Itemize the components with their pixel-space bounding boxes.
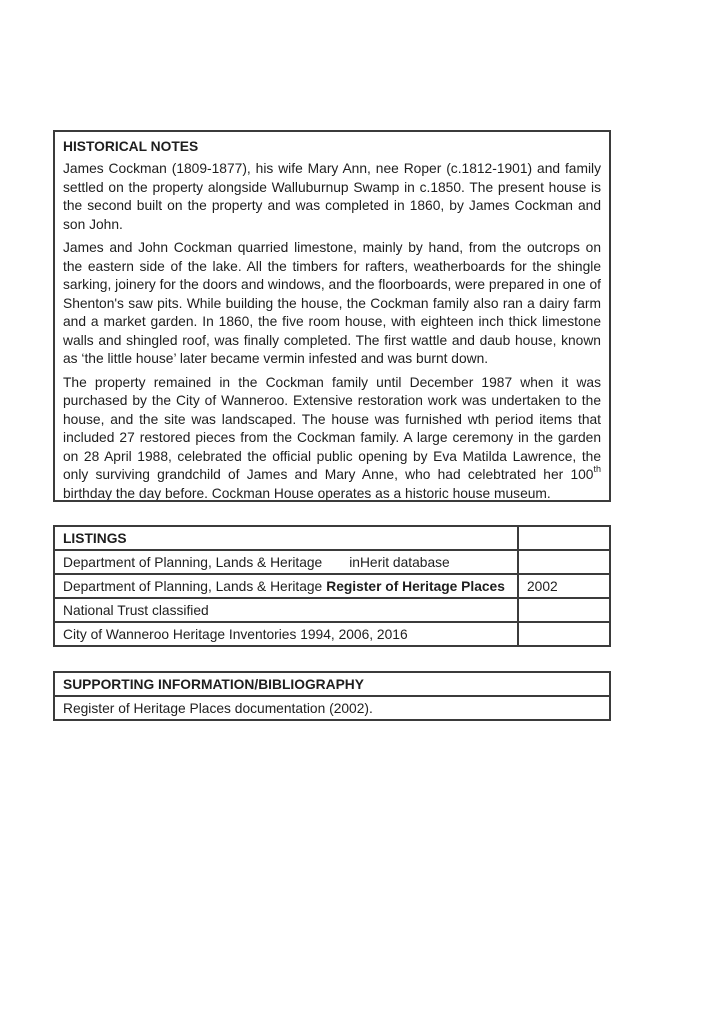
supporting-header-row <box>54 672 610 696</box>
listings-table <box>53 525 611 647</box>
listings-row-wanneroo-inventories <box>54 622 610 646</box>
supporting-content-row <box>54 696 610 720</box>
listings-header-row <box>54 526 610 550</box>
paragraph-3-text-end: birthday the day before. Cockman House operates as a historic house museum. <box>63 485 551 501</box>
listing-text-cell: City of Wanneroo Heritage Inventories 1994, 2006, 2016 <box>54 622 518 646</box>
listings-header-cell: LISTINGS <box>54 526 518 550</box>
supporting-information-table <box>53 671 611 721</box>
listing-org: Department of Planning, Lands & Heritage <box>63 578 323 594</box>
listing-year-cell: 2002 <box>518 574 610 598</box>
listing-text-cell <box>54 574 518 598</box>
historical-notes-section <box>53 130 611 502</box>
paragraph-3-text-start: The property remained in the Cockman family until December 1987 when it was purchased by the City of Wanneroo. Extensive restoration work was undertaken to the house, and the site was landscaped. The house was furnished wth period items that included 27 restored pieces from the Cockman family. A large ceremony in the garden on 28 April 1988, celebrated the official public opening by Eva Matilda Lawrence, the only surviving grandchild of James and Mary Anne, who had celebtrated her 100 <box>63 374 601 482</box>
supporting-reference-cell: Register of Heritage Places documentation (2002). <box>54 696 610 720</box>
historical-notes-paragraph-3 <box>63 374 601 503</box>
listings-row-inherit <box>54 550 610 574</box>
listing-org: Department of Planning, Lands & Heritage <box>63 554 323 570</box>
listings-row-national-trust <box>54 598 610 622</box>
historical-notes-title: HISTORICAL NOTES <box>63 139 199 154</box>
listings-row-register <box>54 574 610 598</box>
historical-notes-paragraph-1: James Cockman (1809-1877), his wife Mary Ann, nee Roper (c.1812-1901) and family settled on the property alongside Walluburnup Swamp in c.1850. The present house is the second built on the property and was completed in 1860, by James Cockman and son John. <box>63 161 601 232</box>
listing-register-name: Register of Heritage Places <box>326 578 505 594</box>
historical-notes-paragraph-2: James and John Cockman quarried limestone, mainly by hand, from the outcrops on the eastern side of the lake. All the timbers for rafters, weatherboards for the shingle sarking, joinery for the doors and windows, and the floorboards, were prepared in one of Shenton's saw pits. While building the house, the Cockman family also ran a dairy farm and a market garden. In 1860, the five room house, with eighteen inch thick limestone walls and shingled roof, was finally completed. The first wattle and daub house, known as ‘the little house’ later became vermin infested and was burnt down. <box>63 240 601 366</box>
supporting-title-cell: SUPPORTING INFORMATION/BIBLIOGRAPHY <box>54 672 610 696</box>
listing-year-cell <box>518 598 610 622</box>
ordinal-superscript: th <box>593 464 601 475</box>
listing-text-cell: National Trust classified <box>54 598 518 622</box>
listing-text-cell <box>54 550 518 574</box>
listing-year-cell <box>518 550 610 574</box>
listing-detail: inHerit database <box>349 554 450 570</box>
listing-year-cell <box>518 622 610 646</box>
listings-header-year-cell <box>518 526 610 550</box>
